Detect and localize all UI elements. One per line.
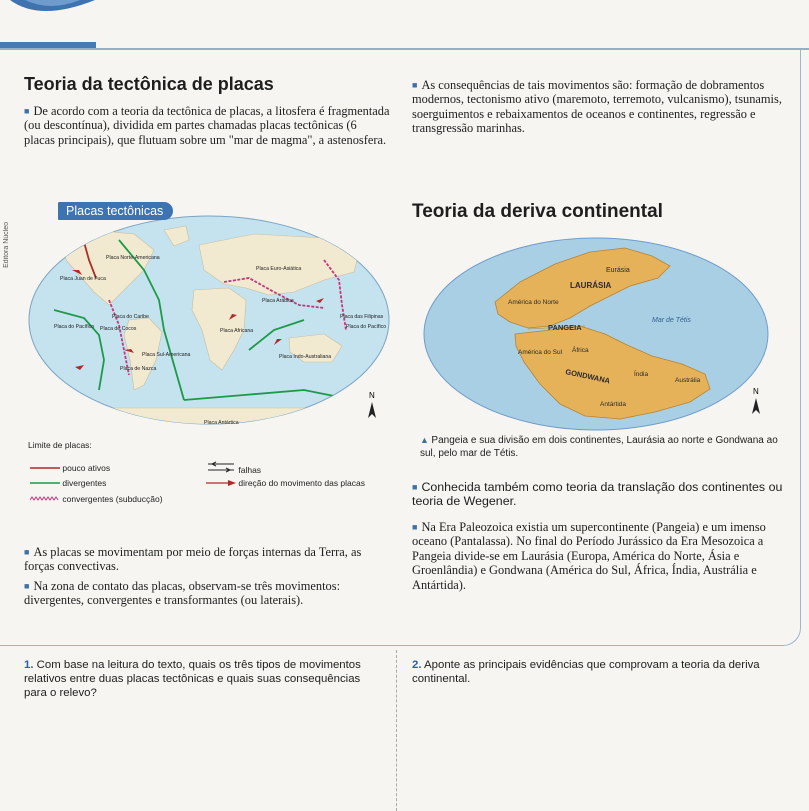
legend-swatch-convergent bbox=[30, 496, 60, 502]
plate-tectonics-title: Teoria da tectônica de placas bbox=[24, 74, 274, 94]
pangea-label-laurasia: LAURÁSIA bbox=[570, 281, 612, 290]
questions-divider bbox=[396, 650, 397, 811]
pangea-label-gondwana: GONDWANA bbox=[564, 367, 611, 386]
legend-swatch-divergent bbox=[30, 480, 60, 486]
bullet-icon: ■ bbox=[24, 106, 30, 116]
legend-swatch-inactive bbox=[30, 465, 60, 471]
pangea-label-pangea: PANGEIA bbox=[548, 323, 582, 332]
plate-label-cocos: Placa de Cocos bbox=[100, 326, 137, 332]
plate-label-africa: Placa Africana bbox=[220, 328, 254, 334]
plates-map-label: Placas tectônicas bbox=[58, 202, 173, 220]
svg-text:N: N bbox=[369, 391, 375, 400]
legend-faults: falhas bbox=[238, 465, 262, 475]
plate-label-nazca: Placa de Nazca bbox=[120, 366, 157, 372]
question-2-text: Aponte as principais evidências que comprovam a teoria da deriva continental. bbox=[412, 659, 760, 685]
plate-label-antarctica: Placa Antártica bbox=[204, 420, 239, 426]
legend-convergent: convergentes (subducção) bbox=[62, 494, 163, 504]
legend-divergent: divergentes bbox=[62, 478, 107, 488]
bullet-icon: ■ bbox=[412, 80, 418, 90]
plate-label-pacific-west: Placa do Pacífico bbox=[346, 324, 387, 330]
pangea-label-australia: Austrália bbox=[675, 377, 701, 384]
consequences-bullet: ■ As consequências de tais movimentos são: formação de dobramentos modernos, tectonismo ativo (maremoto, terremoto, vulcanismo), tsunamis, soerguimentos e rebaixamentos de oceanos e continentes, regressão e transgressão marinhas. bbox=[412, 78, 782, 136]
plate-tectonics-bullet-3: ■ Na zona de contato das placas, observam-se três movimentos: divergentes, convergentes e transformantes (ou laterais). bbox=[24, 579, 341, 608]
pangea-label-south-america: América do Sul bbox=[518, 349, 563, 356]
plate-tectonics-bullet-1: ■ De acordo com a teoria da tectônica de placas, a litosfera é fragmentada (ou descontínua), dividida em partes chamadas placas tectônicas (6 placas principais), que flutuam sobre um "mar de magma", a astenosfera. bbox=[24, 104, 390, 147]
pangea-label-india: Índia bbox=[634, 371, 649, 378]
bullet-icon: ■ bbox=[412, 482, 418, 492]
plate-label-caribbean: Placa do Caribe bbox=[112, 314, 149, 320]
question-1 bbox=[24, 658, 386, 700]
legend-swatch-direction bbox=[206, 480, 236, 486]
map-credit: Editora Núcleo bbox=[3, 222, 10, 268]
bullet-icon: ■ bbox=[412, 522, 418, 532]
plate-label-pacific-east: Placa do Pacífico bbox=[54, 324, 95, 330]
plate-label-south-america: Placa Sul-Americana bbox=[142, 352, 191, 358]
pangea-map bbox=[420, 234, 772, 434]
drift-bullet-2: ■ Na Era Paleozoica existia um supercontinente (Pangeia) e um imenso oceano (Pantalassa). No final do Período Jurássico da Era Mesozoica a Pangeia divide-se em Laurásia (Europa, América do Norte, Ásia e Groenlândia) e Gondwana (América do Sul, África, Índia, Austrália e Antártida). bbox=[412, 520, 766, 592]
plate-label-arabia: Placa Arábica bbox=[262, 298, 294, 304]
pangea-label-tethys: Mar de Tétis bbox=[652, 317, 691, 324]
north-arrow-pangea bbox=[752, 387, 760, 414]
header-decoration bbox=[0, 0, 110, 24]
continental-drift-title: Teoria da deriva continental bbox=[412, 201, 663, 222]
question-2-number: 2. bbox=[412, 659, 422, 671]
plates-map bbox=[24, 200, 394, 432]
legend-direction: direção do movimento das placas bbox=[238, 478, 365, 488]
plate-label-north-america: Placa Norte-Americana bbox=[106, 255, 160, 261]
plate-label-eurasia: Placa Euro-Asiática bbox=[256, 266, 302, 272]
legend-title: Limite de placas: bbox=[28, 440, 92, 450]
caption-triangle-icon: ▲ bbox=[420, 435, 432, 445]
svg-text:N: N bbox=[753, 387, 759, 396]
pangea-caption: ▲ Pangeia e sua divisão em dois continentes, Laurásia ao norte e Gondwana ao sul, pelo mar de Tétis. bbox=[420, 435, 778, 459]
plates-legend bbox=[28, 440, 388, 520]
north-arrow-plates bbox=[368, 391, 376, 418]
plate-tectonics-bullet-2: ■ As placas se movimentam por meio de forças internas da Terra, as forças convectivas. bbox=[24, 545, 362, 574]
bullet-icon: ■ bbox=[24, 581, 30, 591]
drift-bullet-1: ■ Conhecida também como teoria da translação dos continentes ou teoria de Wegener. bbox=[412, 480, 783, 509]
bullet-icon: ■ bbox=[24, 547, 30, 557]
pangea-label-africa: África bbox=[572, 347, 589, 354]
legend-swatch-faults bbox=[206, 461, 236, 473]
question-1-text: Com base na leitura do texto, quais os três tipos de movimentos relativos entre duas placas tectônicas e quais suas consequências para o relevo? bbox=[24, 659, 361, 699]
legend-inactive: pouco ativos bbox=[62, 463, 111, 473]
pangea-label-north-america: América do Norte bbox=[508, 299, 559, 306]
pangea-label-eurasia: Eurásia bbox=[606, 267, 630, 274]
pangea-label-antarctica: Antártida bbox=[600, 401, 627, 408]
plate-label-juan-de-fuca: Placa Juan de Fuca bbox=[60, 276, 106, 282]
question-2 bbox=[412, 658, 802, 686]
plate-label-philippines: Placa das Filipinas bbox=[340, 314, 384, 320]
plate-label-indo-australia: Placa Indo-Australiana bbox=[279, 354, 332, 360]
question-1-number: 1. bbox=[24, 659, 34, 671]
